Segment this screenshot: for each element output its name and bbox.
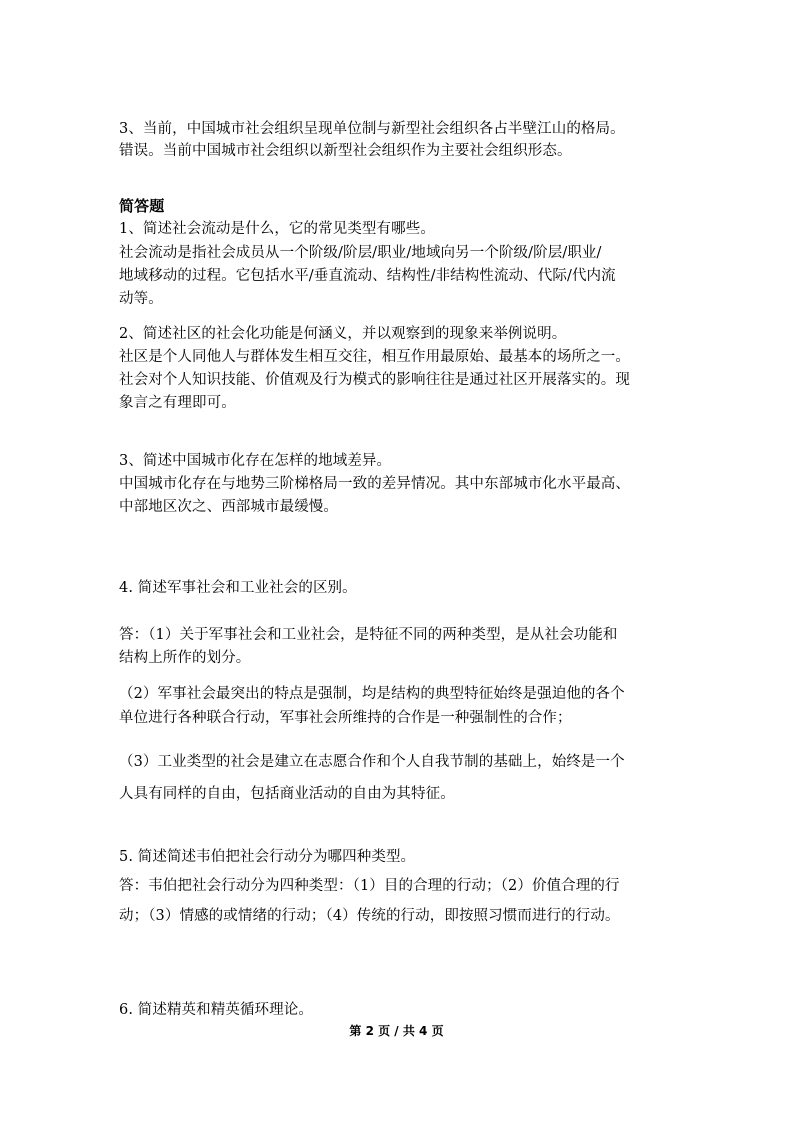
page-footer: 第 2 页 / 共 4 页 bbox=[349, 1024, 444, 1038]
answer-1-line-1: 社会流动是指社会成员从一个阶级/阶层/职业/地域向另一个阶级/阶层/职业/ bbox=[119, 245, 602, 261]
answer-1-line-3: 动等。 bbox=[119, 291, 163, 307]
answer-4-line-6: 人具有同样的自由，包括商业活动的自由为其特征。 bbox=[119, 786, 455, 802]
question-3: 3、简述中国城市化存在怎样的地域差异。 bbox=[119, 453, 392, 469]
answer-4-line-4: 单位进行各种联合行动，军事社会所维持的合作是一种强制性的合作； bbox=[119, 710, 572, 726]
answer-4-line-1: 答：（1）关于军事社会和工业社会，是特征不同的两种类型，是从社会功能和 bbox=[119, 627, 618, 643]
answer-5-line-2: 动；（3）情感的或情绪的行动；（4）传统的行动，即按照习惯而进行的行动。 bbox=[119, 908, 620, 924]
answer-4-line-5: （3）工业类型的社会是建立在志愿合作和个人自我节制的基础上，始终是一个 bbox=[119, 754, 625, 770]
answer-3-line-2: 中部地区次之、西部城市最缓慢。 bbox=[119, 499, 338, 515]
answer-5-line-1: 答：韦伯把社会行动分为四种类型：（1）目的合理的行动；（2）价值合理的行 bbox=[119, 878, 620, 894]
answer-2-line-1: 社区是个人同他人与群体发生相互交往，相互作用最原始、最基本的场所之一。 bbox=[119, 349, 630, 365]
answer-3-true-false: 错误。当前中国城市社会组织以新型社会组织作为主要社会组织形态。 bbox=[119, 143, 572, 159]
question-3-true-false: 3、当前，中国城市社会组织呈现单位制与新型社会组织各占半壁江山的格局。 bbox=[119, 121, 625, 137]
question-4: 4. 简述军事社会和工业社会的区别。 bbox=[119, 580, 357, 596]
question-5: 5. 简述简述韦伯把社会行动分为哪四种类型。 bbox=[119, 849, 416, 865]
question-1: 1、简述社会流动是什么，它的常见类型有哪些。 bbox=[119, 221, 435, 237]
answer-3-line-1: 中国城市化存在与地势三阶梯格局一致的差异情况。其中东部城市化水平最高、 bbox=[119, 476, 630, 492]
answer-4-line-3: （2）军事社会最突出的特点是强制，均是结构的典型特征始终是强迫他的各个 bbox=[119, 686, 625, 702]
answer-2-line-3: 象言之有理即可。 bbox=[119, 395, 236, 411]
question-6: 6. 简述精英和精英循环理论。 bbox=[119, 1002, 313, 1018]
answer-4-line-2: 结构上所作的划分。 bbox=[119, 650, 251, 666]
answer-1-line-2: 地域移动的过程。它包括水平/垂直流动、结构性/非结构性流动、代际/代内流 bbox=[119, 268, 616, 284]
answer-2-line-2: 社会对个人知识技能、价值观及行为模式的影响往往是通过社区开展落实的。现 bbox=[119, 372, 630, 388]
question-2: 2、简述社区的社会化功能是何涵义，并以观察到的现象来举例说明。 bbox=[119, 326, 567, 342]
section-heading: 简答题 bbox=[119, 197, 165, 215]
